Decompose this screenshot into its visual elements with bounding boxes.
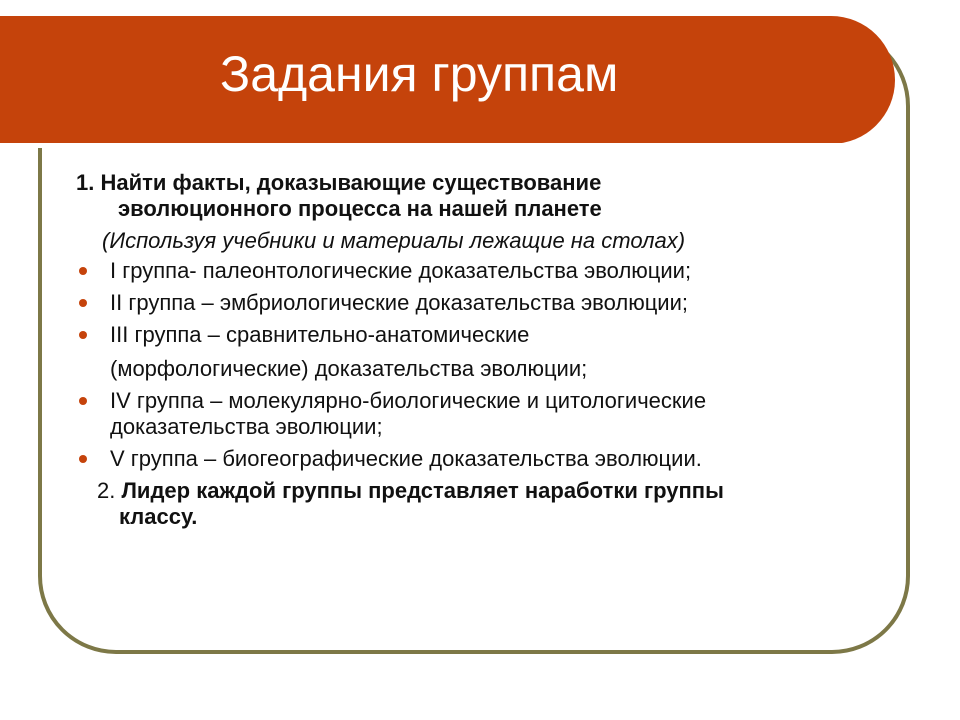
group-item-text: V группа – биогеографические доказательства эволюции. xyxy=(110,446,702,471)
task-2-line-2: классу. xyxy=(119,504,198,529)
slide-content xyxy=(76,170,896,530)
group-item-text: IV группа – молекулярно-биологические и цитологические xyxy=(110,388,707,413)
group-item-text: I группа- палеонтологические доказательства эволюции; xyxy=(110,258,692,283)
bullet-icon xyxy=(79,299,87,307)
group-item-4 xyxy=(76,388,896,440)
group-item-3 xyxy=(76,322,896,382)
task-2-line-1: Лидер каждой группы представляет наработки группы xyxy=(121,478,724,503)
group-item-text: III группа – сравнительно-анатомические xyxy=(110,322,530,347)
task-1-line-1: 1. Найти факты, доказывающие существование xyxy=(76,170,602,195)
bullet-icon xyxy=(79,455,87,463)
group-item-1 xyxy=(76,258,896,284)
group-item-2 xyxy=(76,290,896,316)
group-item-text-cont: доказательства эволюции; xyxy=(110,414,383,439)
task-1-note: (Используя учебники и материалы лежащие на столах) xyxy=(102,228,686,253)
bullet-icon xyxy=(79,267,87,275)
task-1 xyxy=(76,170,896,222)
slide-title: Задания группам xyxy=(220,46,619,102)
bullet-icon xyxy=(79,397,87,405)
group-item-text: II группа – эмбриологические доказательства эволюции; xyxy=(110,290,688,315)
title-underline xyxy=(0,143,845,148)
group-item-text-cont: (морфологические) доказательства эволюции; xyxy=(110,356,588,381)
bullet-icon xyxy=(79,331,87,339)
task-2-number: 2. xyxy=(97,478,116,503)
group-list xyxy=(76,258,896,472)
task-1-line-2: эволюционного процесса на нашей планете xyxy=(118,196,602,221)
task-2 xyxy=(76,478,896,530)
group-item-5 xyxy=(76,446,896,472)
